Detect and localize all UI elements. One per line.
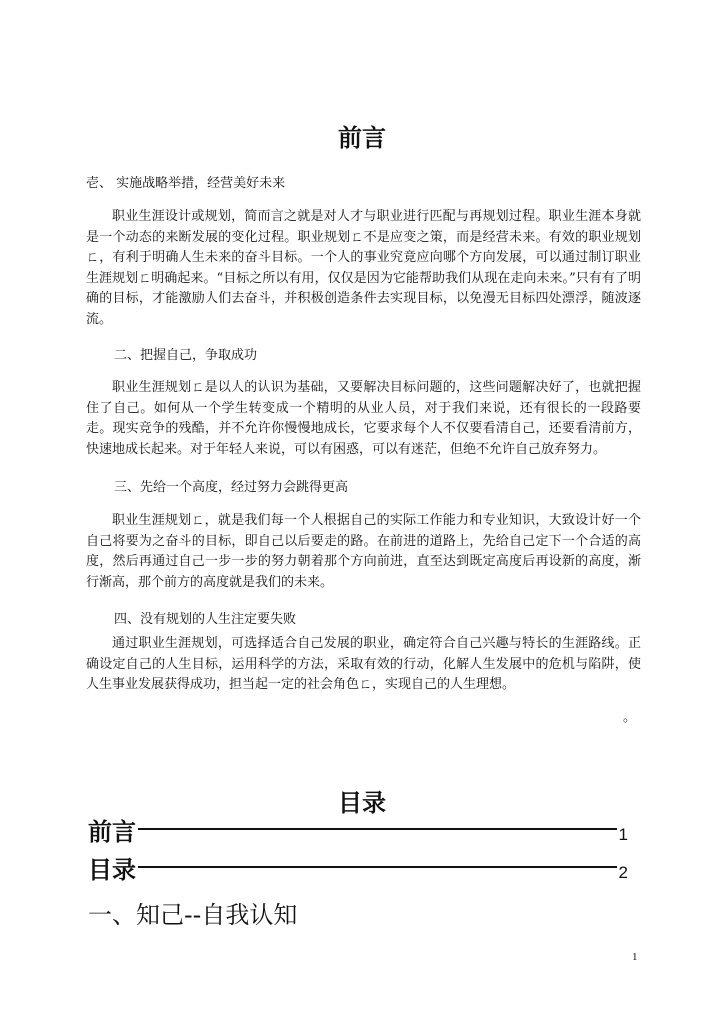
section-heading-4: 四、没有规划的人生注定要失败 [114,612,297,627]
section-heading-2: 二、把握自己，争取成功 [114,348,258,363]
toc-chapter-heading: 一、知己--自我认知 [88,901,298,929]
toc-entry-page: 1 [618,825,628,844]
toc-leader-line [138,828,617,830]
section-heading-3: 三、先给一个高度，经过努力会跳得更高 [114,480,349,495]
toc-title: 目录 [338,789,386,817]
section-body-4: 通过职业生涯规划，可选择适合自己发展的职业，确定符合自己兴趣与特长的生涯路线。正确设定自己的人生目标，运用科学的方法，采取有效的行动，化解人生发展中的危机与陷阱，使人生事业发展获得成功，担当起一定的社会角色ㄈ，实现自己的人生理想。 [86,636,641,692]
toc-entry-title: 前言 [88,818,136,846]
section-body-3: 职业生涯规划ㄈ，就是我们每一个人根据自己的实际工作能力和专业知识，大致设计好一个自己将要为之奋斗的目标，即自己以后要走的路。在前进的道路上，先给自己定下一个合适的高度，然后再通过自己一步一步的努力朝着那个方向前进，直至达到既定高度后再设新的高度，渐行渐高，那个前方的高度就是我们的未来。 [86,513,641,590]
section-body-2: 职业生涯规划ㄈ是以人的认识为基础，又要解决目标问题的，这些问题解决好了，也就把握住了自己。如何从一个学生转变成一个精明的从业人员，对于我们来说，还有很长的一段路要走。现实竞争的残酷，并不允许你慢慢地成长，它要求每个人不仅要看清自己，还要看清前方，快速地成长起来。对于年轻人来说，可以有困惑，可以有迷茫，但绝不允许自己放弃努力。 [86,380,641,457]
page-number: 1 [632,951,638,963]
section-heading-1: 壱、 实施战略举措，经营美好未来 [86,176,286,191]
toc-leader-line [138,866,617,868]
section-body-1: 职业生涯设计或规划，简而言之就是对人才与职业进行匹配与再规划过程。职业生涯本身就是一个动态的来断发展的变化过程。职业规划ㄈ不是应变之策，而是经营未来。有效的职业规划ㄈ，有利于明确人生未来的奋斗目标。一个人的事业究竟应向哪个方向发展，可以通过制订职业生涯规划ㄈ明确起来。“目标之所以有用，仅仅是因为它能帮助我们从现在走向未来。”只有有了明确的目标，才能激励人们去奋斗，并积极创造条件去实现目标，以免漫无目标四处漂浮，随波逐流。 [86,209,641,327]
toc-entry-page: 2 [618,863,628,882]
toc-entry-toc[interactable] [88,850,628,884]
preface-title: 前言 [338,124,386,152]
toc-entry-title: 目录 [88,856,136,884]
toc-entry-preface[interactable] [88,812,628,846]
end-mark: 。 [623,710,637,725]
